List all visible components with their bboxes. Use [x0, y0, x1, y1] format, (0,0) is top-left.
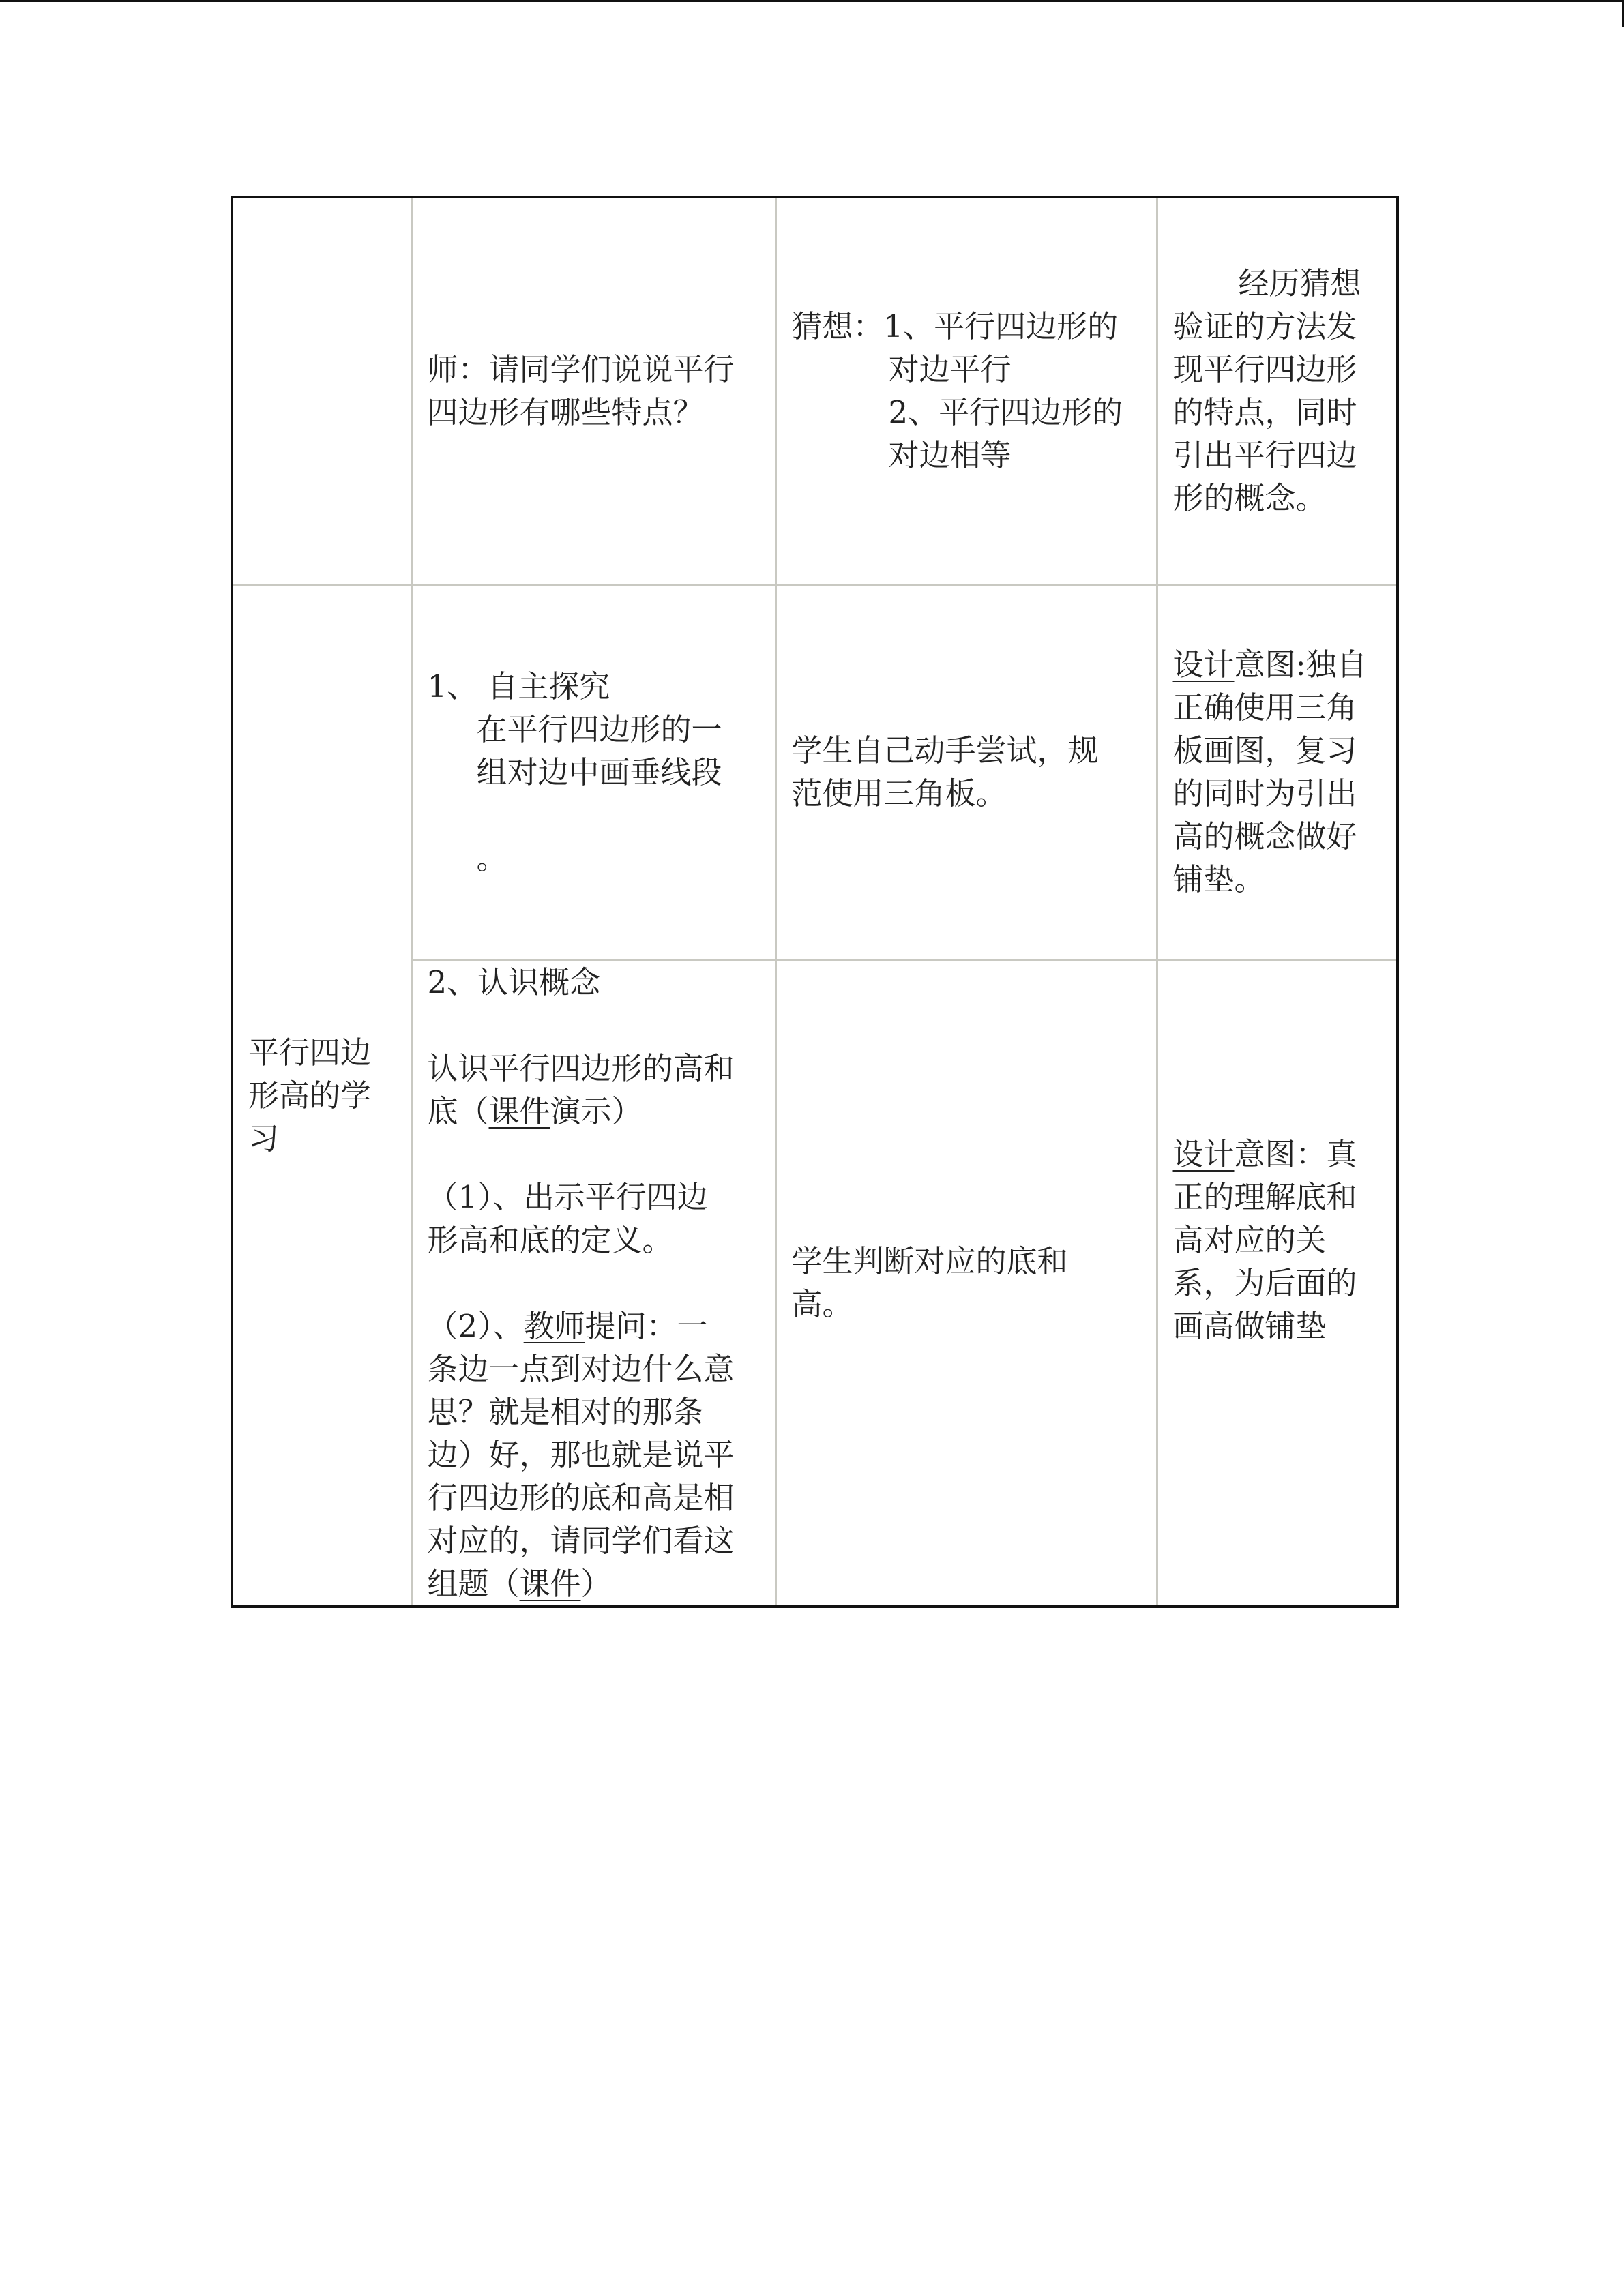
table-row: [232, 197, 1398, 584]
stage-cell: [232, 584, 411, 1607]
text-line: 学生自己动手尝试，规: [791, 732, 1099, 769]
text-line: 正确使用三角: [1172, 689, 1357, 726]
text-line: 1、 自主探究: [427, 668, 610, 704]
text-line: 组对边中画垂线段: [476, 754, 722, 790]
text-line: 形高和底的定义。: [427, 1221, 673, 1258]
lesson-plan-table: [231, 196, 1399, 1608]
text-line: 思？就是相对的那条: [427, 1393, 704, 1430]
table-row: [232, 584, 1398, 959]
stage-cell: [232, 197, 411, 584]
text-line: 经历猜想: [1238, 265, 1361, 302]
text-line: 对应的，请同学们看这: [427, 1522, 735, 1559]
text-line: 现平行四边形: [1172, 351, 1357, 388]
text-line: 高的概念做好: [1172, 818, 1357, 854]
text-line: 提问：一: [585, 1307, 708, 1344]
text-line: （1）、出示平行四边: [427, 1178, 708, 1215]
text-line: 组题（: [427, 1565, 520, 1602]
guess-lead: 猜想：: [791, 308, 884, 345]
underlined-term: 设计: [1172, 1135, 1235, 1172]
text-line: 平行四边: [248, 1034, 372, 1071]
text-line: 形高的学: [248, 1077, 372, 1114]
teacher-activity-cell: [411, 584, 776, 959]
teacher-activity-cell: [411, 959, 776, 1607]
text-line: 高对应的关: [1172, 1221, 1327, 1258]
text-line: 的同时为引出: [1172, 775, 1357, 811]
underlined-term: 教师: [523, 1307, 585, 1344]
text-line: 引出平行四边: [1172, 437, 1357, 474]
text-line: 。: [476, 839, 507, 876]
design-intent-cell: [1157, 959, 1398, 1607]
text-line: 演示）: [550, 1092, 643, 1129]
text-line: 意图：真: [1234, 1135, 1357, 1172]
text-line: （2）、: [427, 1307, 524, 1344]
text-line: 系，为后面的: [1172, 1264, 1357, 1301]
text-line: 学生判断对应的底和: [791, 1243, 1068, 1279]
text-line: 范使用三角板。: [791, 775, 1007, 811]
text-line: 四边形有哪些特点？: [427, 394, 704, 431]
text-line: 对边相等: [888, 437, 1012, 474]
text-line: 板画图，复习: [1172, 732, 1357, 769]
design-intent-cell: [1157, 584, 1398, 959]
text-line: 在平行四边形的一: [476, 711, 722, 747]
text-line: 边）好，那也就是说平: [427, 1436, 735, 1473]
text-line: 意图:独自: [1234, 646, 1368, 683]
student-activity-cell: [776, 584, 1157, 959]
text-line: 1、平行四边形的: [883, 308, 1119, 345]
text-line: 行四边形的底和高是相: [427, 1479, 735, 1516]
text-line: 验证的方法发: [1172, 308, 1357, 345]
text-line: 正的理解底和: [1172, 1178, 1357, 1215]
text-line: 2、平行四边形的: [888, 394, 1123, 431]
text-line: ）: [580, 1565, 612, 1602]
underlined-term: 设计: [1172, 646, 1235, 683]
design-intent-cell: [1157, 197, 1398, 584]
page-top-border: [0, 0, 1624, 2]
text-line: 2、认识概念: [427, 964, 601, 1000]
student-activity-cell: [776, 959, 1157, 1607]
text-line: 认识平行四边形的高和: [427, 1049, 735, 1086]
text-line: 条边一点到对边什么意: [427, 1350, 735, 1387]
text-line: 画高做铺垫: [1172, 1307, 1327, 1344]
text-line: 底（: [427, 1092, 489, 1129]
text-line: 师：请同学们说说平行: [427, 351, 735, 388]
underlined-term: 课件: [488, 1092, 550, 1129]
teacher-activity-cell: [411, 197, 776, 584]
student-activity-cell: [776, 197, 1157, 584]
text-line: 习: [248, 1120, 280, 1157]
text-line: 对边平行: [888, 351, 1012, 388]
text-line: 高。: [791, 1286, 853, 1322]
text-line: 的特点，同时: [1172, 394, 1357, 431]
text-line: 铺垫。: [1172, 861, 1265, 897]
underlined-term: 课件: [519, 1565, 581, 1602]
text-line: 形的概念。: [1172, 480, 1327, 517]
